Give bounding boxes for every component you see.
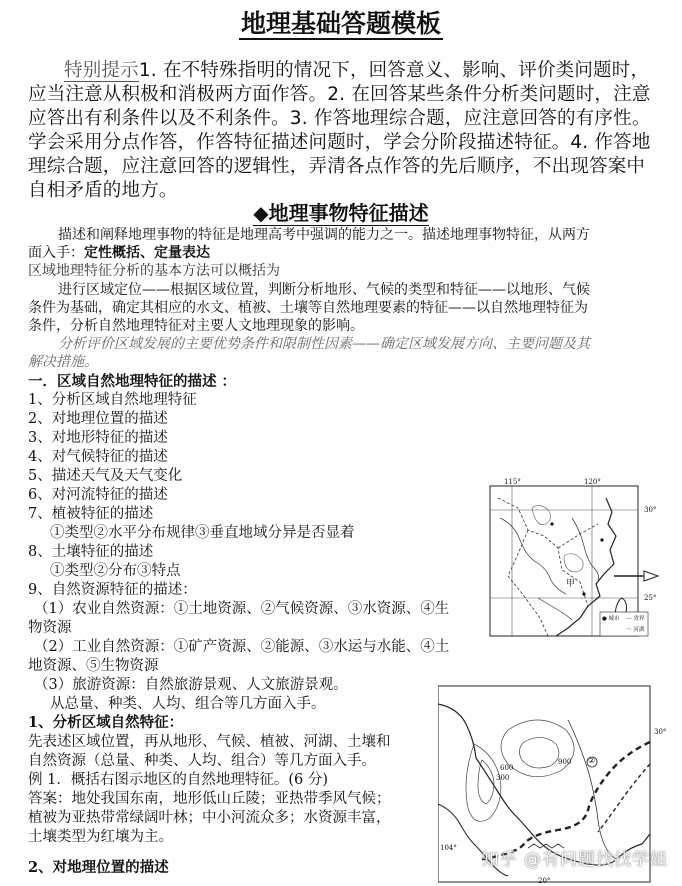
contour-label-600: 600 — [500, 764, 514, 772]
region-map-1 — [488, 478, 664, 644]
intro-line-3: 区域地理特征分析的基本方法可以概括为 — [28, 263, 280, 279]
outline-subitem: 从总量、种类、人均、组合等几方面入手。 — [50, 696, 326, 712]
lon-label-120: 120° — [584, 478, 601, 486]
notice-line-6: 自相矛盾的地方。 — [28, 180, 178, 201]
legend-river: ～ 河湖 — [626, 627, 645, 633]
contour-label-900: 900 — [558, 758, 572, 766]
marker-label: ② — [588, 756, 596, 765]
part2-heading: 2、对地理位置的描述 — [28, 859, 169, 876]
notice-line-1: 特别提示1. 在不特殊指明的情况下，回答意义、影响、评价类问题时， — [64, 60, 650, 81]
outline-subitem: ①类型②水平分布规律③垂直地域分异是否显着 — [50, 525, 355, 541]
outline-item: 2、对地理位置的描述 — [28, 411, 168, 427]
notice-label: 特别提示 — [64, 60, 139, 81]
part1-heading: 1、分析区域自然特征： — [28, 714, 184, 731]
section-title: ◆地理事物特征描述 — [253, 201, 429, 225]
lat-label-20: 20° — [538, 877, 551, 885]
outline-subitem: ①类型②分布③特点 — [50, 563, 181, 579]
outline-item: 6、对河流特征的描述 — [28, 487, 168, 503]
intro-line-7: 分析评价区域发展的主要优势条件和限制性因素——确定区域发展方向、主要问题及其 — [58, 336, 590, 352]
notice-line-4: 学会采用分点作答，作答特征描述问题时，学会分阶段描述特征。4. 作答地 — [28, 132, 651, 153]
part1-line: 土壤类型为红壤为主。 — [28, 829, 173, 845]
outline-item: 5、描述天气及天气变化 — [28, 468, 183, 484]
outline-subitem: 物资源 — [28, 620, 72, 636]
page-title: 地理基础答题模板 — [240, 9, 441, 38]
outline-subitem: （2）工业自然资源：①矿产资源、②能源、③水运与水能、④土 — [34, 639, 450, 655]
outline-subitem: 地资源、⑤生物资源 — [28, 658, 159, 674]
lat-label-30: 30° — [644, 506, 657, 514]
intro-line-8: 解决措施。 — [28, 354, 98, 370]
lon-label-115: 115° — [504, 478, 521, 486]
intro-line-1: 描述和阐释地理事物的特征是地理高考中强调的能力之一。描述地理事物特征，从两方 — [58, 227, 590, 243]
outline-item: 4、对气候特征的描述 — [28, 449, 168, 465]
part1-line: 植被为亚热带常绿阔叶林；中小河流众多；水资源丰富， — [28, 810, 391, 826]
lat-label-30: 30° — [654, 728, 667, 736]
outline-item: 8、土壤特征的描述 — [28, 544, 154, 560]
intro-line-6: 条件，分析自然地理特征对主要人文地理现象的影响。 — [28, 318, 364, 334]
intro-line-4: 进行区域定位——根据区域位置，判断分析地形、气候的类型和特征——以地形、气候 — [58, 282, 590, 298]
contour-label-300: 300 — [496, 774, 510, 782]
outline-subitem: （3）旅游资源：自然旅游景观、人文旅游景观。 — [34, 677, 348, 693]
intro-line-2: 面入手：定性概括、定量表达 — [28, 245, 210, 261]
outline-item: 1、分析区域自然地理特征 — [28, 392, 197, 408]
legend-city: ● 城市 — [602, 616, 620, 622]
part1-line: 自然资源（总量、种类、人均、组合）等几方面入手。 — [28, 753, 376, 769]
notice-line-3: 应答出有利条件以及不利条件。3. 作答地理综合题，应注意回答的有序性。 — [28, 108, 651, 129]
part1-line: 例 1．概括右图示地区的自然地理特征。(6 分) — [28, 772, 328, 788]
notice-line-5: 理综合题，应注意回答的逻辑性，弄清各点作答的先后顺序，不出现答案中 — [28, 156, 646, 177]
place-label-jia: 甲 — [566, 579, 576, 589]
intro-line-5: 条件为基础，确定其相应的水文、植被、土壤等自然地理要素的特征——以自然地理特征为 — [28, 300, 588, 316]
lat-label-25: 25° — [644, 594, 657, 602]
outline-item: 3、对地形特征的描述 — [28, 430, 168, 446]
outline-item: 7、植被特征的描述 — [28, 506, 154, 522]
outline-item: 9、自然资源特征的描述： — [28, 582, 197, 598]
lon-label-104: 104° — [440, 844, 457, 852]
part1-line: 先表述区域位置，再从地形、气候、植被、河湖、土壤和 — [28, 734, 391, 750]
watermark-text: 知乎 @有问题找找学姐 — [481, 850, 668, 870]
legend-border: --- 省界 — [626, 616, 645, 622]
outline-subitem: （1）农业自然资源：①土地资源、②气候资源、③水资源、④生 — [34, 601, 450, 617]
part1-line: 答案：地处我国东南，地形低山丘陵；亚热带季风气候； — [28, 791, 391, 807]
outline-heading: 一．区域自然地理特征的描述 ： — [28, 373, 237, 390]
notice-line-2: 应当注意从积极和消极两方面作答。2. 在回答某些条件分析类问题时，注意 — [28, 84, 651, 105]
